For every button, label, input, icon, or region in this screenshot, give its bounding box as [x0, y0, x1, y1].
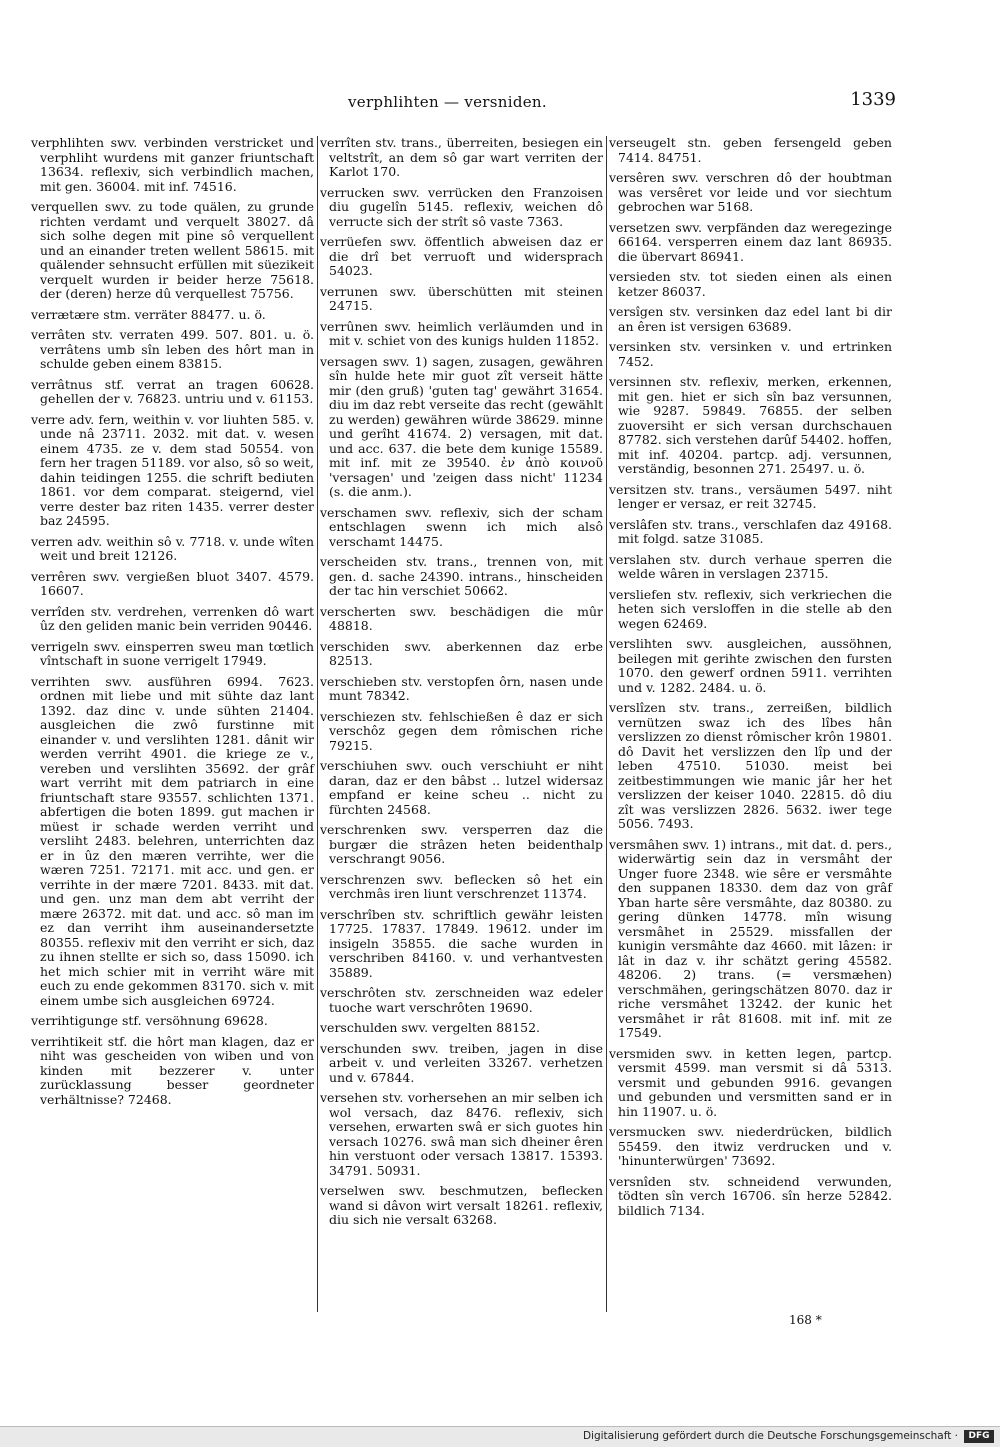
dictionary-entry: verrucken swv. verrücken den Franzoisen diu gugelîn 5145. reflexiv, weichen dô verructe sich der strît sô vaste 7363. — [320, 184, 603, 229]
dictionary-entry: versmiden swv. in ketten legen, partcp. versmit 4599. man versmit si dâ 5313. versmit und gebunden 9916. gevangen und gebunden und versmitten sand er in hin 11907. u. ö. — [609, 1045, 892, 1119]
dictionary-entry: verschrenzen swv. beflecken sô het ein verchmâs iren liunt verschrenzet 11374. — [320, 871, 603, 901]
dictionary-entry: verschrenken swv. versperren daz die burgær die strâzen heten beidenthalp verschrangt 9056. — [320, 822, 603, 866]
dictionary-entry: verschrîben stv. schriftlich gewähr leisten 17725. 17837. 17849. 19612. under im insigeln 35855. die sache wurden in verschriben 84160. v. und verhantvesten 35889. — [320, 906, 603, 980]
dictionary-entry: verrihten swv. ausführen 6994. 7623. ordnen mit liebe und mit sühte daz lant 1392. daz dinc v. unde sühten 21404. ausgleichen die zwô furstinne mit einander v. und verslihten 1281. dânit wir werden verriht 4901. die kriege ze v., vereben und verslihten 35692. der grâf wart verriht mit dem patriarch in eine friuntschaft stare 93557. schlichten 1371. abfertigen die boten 1899. gut machen ir müest ir schade werden verriht und versliht 2483. belehren, unterrichten daz er in ûz den mæren verrihte, wer die wæren 7251. 72171. mit acc. und gen. er verrihte in der mære 7201. 8433. mit dat. und gen. unz man dem abt verriht der mære 26372. mit dat. und acc. sô man im ez dan verriht ihm auseinandersetzte 80355. reflexiv mit den verriht er sich, daz zu ihnen stellte er sich so, dass 15090. ich het mich schier mit in verriht wäre mit euch zu ende gekommen 83170. sich v. mit einem umbe sich ausgleichen 69724. — [31, 673, 314, 1008]
dictionary-entry: verrîten stv. trans., überreiten, besiegen ein veltstrît, an dem sô gar wart verriten der Karlot 170. — [320, 135, 603, 179]
dictionary-entry: verrihtigunge stf. versöhnung 69628. — [31, 1013, 268, 1028]
dictionary-entry: versmâhen swv. 1) intrans., mit dat. d. pers., widerwärtig sein daz in versmâht der Unger fuore 2348. wie sêre er versmâhte den suppanen 18330. dem daz von grâf Yban harte sêre versmâhte, daz 80380. zu gering dünken 14778. mîn wisung versmâhet in 25529. missfallen der kunigin versmâhte daz 4660. mit lâzen: ir lât in daz v. ihr schätzt gering 45582. 48206. 2) trans. (= versmæhen) verschmähen, geringschätzen 8070. daz ir riche versmâhet 13242. der kunic het versmâhet ir rât 81608. mit inf. mit ze 17549. — [609, 836, 892, 1040]
dictionary-entry: versitzen stv. trans., versäumen 5497. niht lenger er versaz, er reit 32745. — [609, 481, 892, 511]
dictionary-entry: versagen swv. 1) sagen, zusagen, gewähren sîn hulde hete mir guot zît verseit hätte mir (den gruß) 'guten tag' gewährt 31654. diu im daz rebt verseite das recht (gewählt zu werden) gewähren würde 38629. minne und gerîht 41674. 2) versagen, mit dat. und acc. 637. die bete dem kunige 15589. mit inf. mit ze 39540. ἐν ἀπὸ κοινοῦ 'versagen' und 'zeigen dass nicht' 11234 (s. die anm.). — [320, 353, 603, 499]
dictionary-entry: verschiuhen swv. ouch verschiuht er niht daran, daz er den bâbst .. lutzel widersaz empfand er keine scheu .. nicht zu fürchten 24568. — [320, 758, 603, 817]
dictionary-entry: verschulden swv. vergelten 88152. — [320, 1020, 541, 1035]
funding-notice: Digitalisierung gefördert durch die Deutsche Forschungsgemeinschaft · — [582, 1430, 958, 1442]
dictionary-entry: verrêren swv. vergießen bluot 3407. 4579. 16607. — [31, 568, 314, 598]
dictionary-entry: versmucken swv. niederdrücken, bildlich 55459. den itwiz verdrucken und v. 'hinunterwürgen' 73692. — [609, 1124, 892, 1168]
dictionary-column-3 — [609, 136, 892, 1224]
dictionary-entry: verrûnen swv. heimlich verläumden und in mit v. schiet von des kunigs hulden 11852. — [320, 318, 603, 348]
dictionary-entry: versliefen stv. reflexiv, sich verkriechen die heten sich versloffen in die stelle ab den wegen 62469. — [609, 586, 892, 631]
dictionary-entry: verrihtikeit stf. die hôrt man klagen, daz er niht was gescheiden von wiben und von kinden mit bezzerer v. unter zurücklassung besser geordneter verhältnisse? 72468. — [31, 1033, 314, 1107]
dictionary-entry: versetzen swv. verpfänden daz weregezinge 66164. versperren einem daz lant 86935. die übervart 86941. — [609, 219, 892, 264]
dictionary-entry: versinken stv. versinken v. und ertrinken 7452. — [609, 339, 892, 369]
dictionary-entry: verschieben stv. verstopfen ôrn, nasen unde munt 78342. — [320, 673, 603, 703]
dictionary-entry: verslîzen stv. trans., zerreißen, bildlich vernützen swaz ich des lîbes hân verslizzen zo dienst rômischer krôn 19801. dô Davit het verslizzen den lîp und der leben 47510. 51030. meist bei zeitbestimmungen wie manic jâr her het verslizzen der keiser 1040. 22815. dô diu zît was verslizzen 2826. 5632. iwer tege 5056. 7493. — [609, 700, 892, 831]
dictionary-entry: verschiezen stv. fehlschießen ê daz er sich verschôz gegen dem rômischen riche 79215. — [320, 708, 603, 753]
dictionary-entry: verrunen swv. überschütten mit steinen 24715. — [320, 283, 603, 313]
dictionary-entry: versêren swv. verschren dô der houbtman was versêret vor leide und vor siechtum gebrochen war 5168. — [609, 170, 892, 214]
dictionary-entry: verrigeln swv. einsperren sweu man tœtlich vîntschaft in suone verrigelt 17949. — [31, 638, 314, 668]
dictionary-column-2 — [320, 136, 603, 1234]
dictionary-entry: verre adv. fern, weithin v. vor liuhten 585. v. unde nâ 23711. 2032. mit dat. v. wesen einem 4735. ze v. dem stad 50554. von fern her tragen 51189. vor also, sô so weit, dahin teidingen 1255. die schrift bediuten 1861. vor dem comparat. steigernd, viel verre dester baz riten 1435. verrer dester baz 24595. — [31, 411, 314, 528]
dictionary-entry: verseugelt stn. geben fersengeld geben 7414. 84751. — [609, 135, 892, 165]
dictionary-entry: verschrôten stv. zerschneiden waz edeler tuoche wart verschrôten 19690. — [320, 985, 603, 1015]
dictionary-entry: verren adv. weithin sô v. 7718. v. unde wîten weit und breit 12126. — [31, 533, 314, 563]
running-title: verphlihten — versniden. — [348, 93, 547, 111]
dictionary-entry: verschiden swv. aberkennen daz erbe 82513. — [320, 638, 603, 668]
dictionary-entry: verslahen stv. durch verhaue sperren die welde wâren in verslagen 23715. — [609, 551, 892, 581]
dictionary-entry: verrâten stv. verraten 499. 507. 801. u. ö. verrâtens umb sîn leben des hôrt man in schulde geben einem 83815. — [31, 327, 314, 371]
dictionary-entry: verselwen swv. beschmutzen, beflecken wand si dâvon wirt versalt 18261. reflexiv, diu sich nie versalt 63268. — [320, 1183, 603, 1227]
dictionary-entry: verscheiden stv. trans., trennen von, mit gen. d. sache 24390. intrans., hinscheiden der tac hin verschiet 50662. — [320, 554, 603, 598]
dfg-logo: DFG — [964, 1430, 994, 1443]
dictionary-entry: verschunden swv. treiben, jagen in dise arbeit v. und verleiten 33267. verhetzen und v. 67844. — [320, 1040, 603, 1085]
dictionary-entry: verslihten swv. ausgleichen, aussöhnen, beilegen mit gerihte zwischen den fursten 1070. den gewerf ordnen 5911. verrihten und v. 1282. 2484. u. ö. — [609, 636, 892, 695]
column-divider — [606, 136, 607, 1312]
dictionary-entry: versehen stv. vorhersehen an mir selben ich wol versach, daz 8476. reflexiv, sich versehen, erwarten swâ er sich guotes hin versach 10276. swâ man sich dheiner êren hin verstuont oder versach 13817. 15393. 34791. 50931. — [320, 1090, 603, 1178]
dictionary-entry: versnîden stv. schneidend verwunden, tödten sîn verch 16706. sîn herze 52842. bildlich 7134. — [609, 1173, 892, 1218]
page-number: 1339 — [850, 89, 896, 110]
dictionary-entry: verrüefen swv. öffentlich abweisen daz er die drî bet verruoft und widersprach 54023. — [320, 234, 603, 278]
dictionary-entry: verschamen swv. reflexiv, sich der scham entschlagen swenn ich mich alsô verschamt 14475. — [320, 504, 603, 549]
dictionary-entry: verquellen swv. zu tode quälen, zu grunde richten verdamt und verquelt 38027. dâ sich solhe degen mit pine sô verquellent und an einander treten wellent 58615. mit quälender sehnsucht erfüllen mit süezikeit verquelt wurden ir beider herze 75618. der (deren) herze dû verquellest 75756. — [31, 199, 314, 301]
dictionary-entry: verslâfen stv. trans., verschlafen daz 49168. mit folgd. satze 31085. — [609, 516, 892, 546]
dictionary-entry: verphlihten swv. verbinden verstricket und verphliht wurdens mit ganzer friuntschaft 13634. reflexiv, sich verbindlich machen, mit gen. 36004. mit inf. 74516. — [31, 135, 314, 194]
dictionary-entry: verrîden stv. verdrehen, verrenken dô wart ûz den geliden manic bein verriden 90446. — [31, 603, 314, 633]
dictionary-entry: verscherten swv. beschädigen die mûr 48818. — [320, 603, 603, 633]
dictionary-entry: verrâtnus stf. verrat an tragen 60628. gehellen der v. 76823. untriu und v. 61153. — [31, 376, 314, 406]
column-divider — [317, 136, 318, 1312]
sheet-signature: 168 * — [789, 1313, 822, 1327]
dictionary-entry: verrætære stm. verräter 88477. u. ö. — [31, 306, 266, 322]
dictionary-entry: versîgen stv. versinken daz edel lant bi dir an êren ist versigen 63689. — [609, 304, 892, 334]
dictionary-entry: versinnen stv. reflexiv, merken, erkennen, mit gen. hiet er sich sîn baz versunnen, wie 9287. 59849. 76855. der selben zuoversiht er sich versan durchschauen 87782. sich verstehen darûf 54402. hoffen, mit inf. 40204. partcp. adj. versunnen, verständig, besonnen 271. 25497. u. ö. — [609, 374, 892, 476]
footer-bar — [0, 1426, 1000, 1447]
dictionary-entry: versieden stv. tot sieden einen als einen ketzer 86037. — [609, 269, 892, 299]
dictionary-column-1 — [31, 136, 314, 1113]
